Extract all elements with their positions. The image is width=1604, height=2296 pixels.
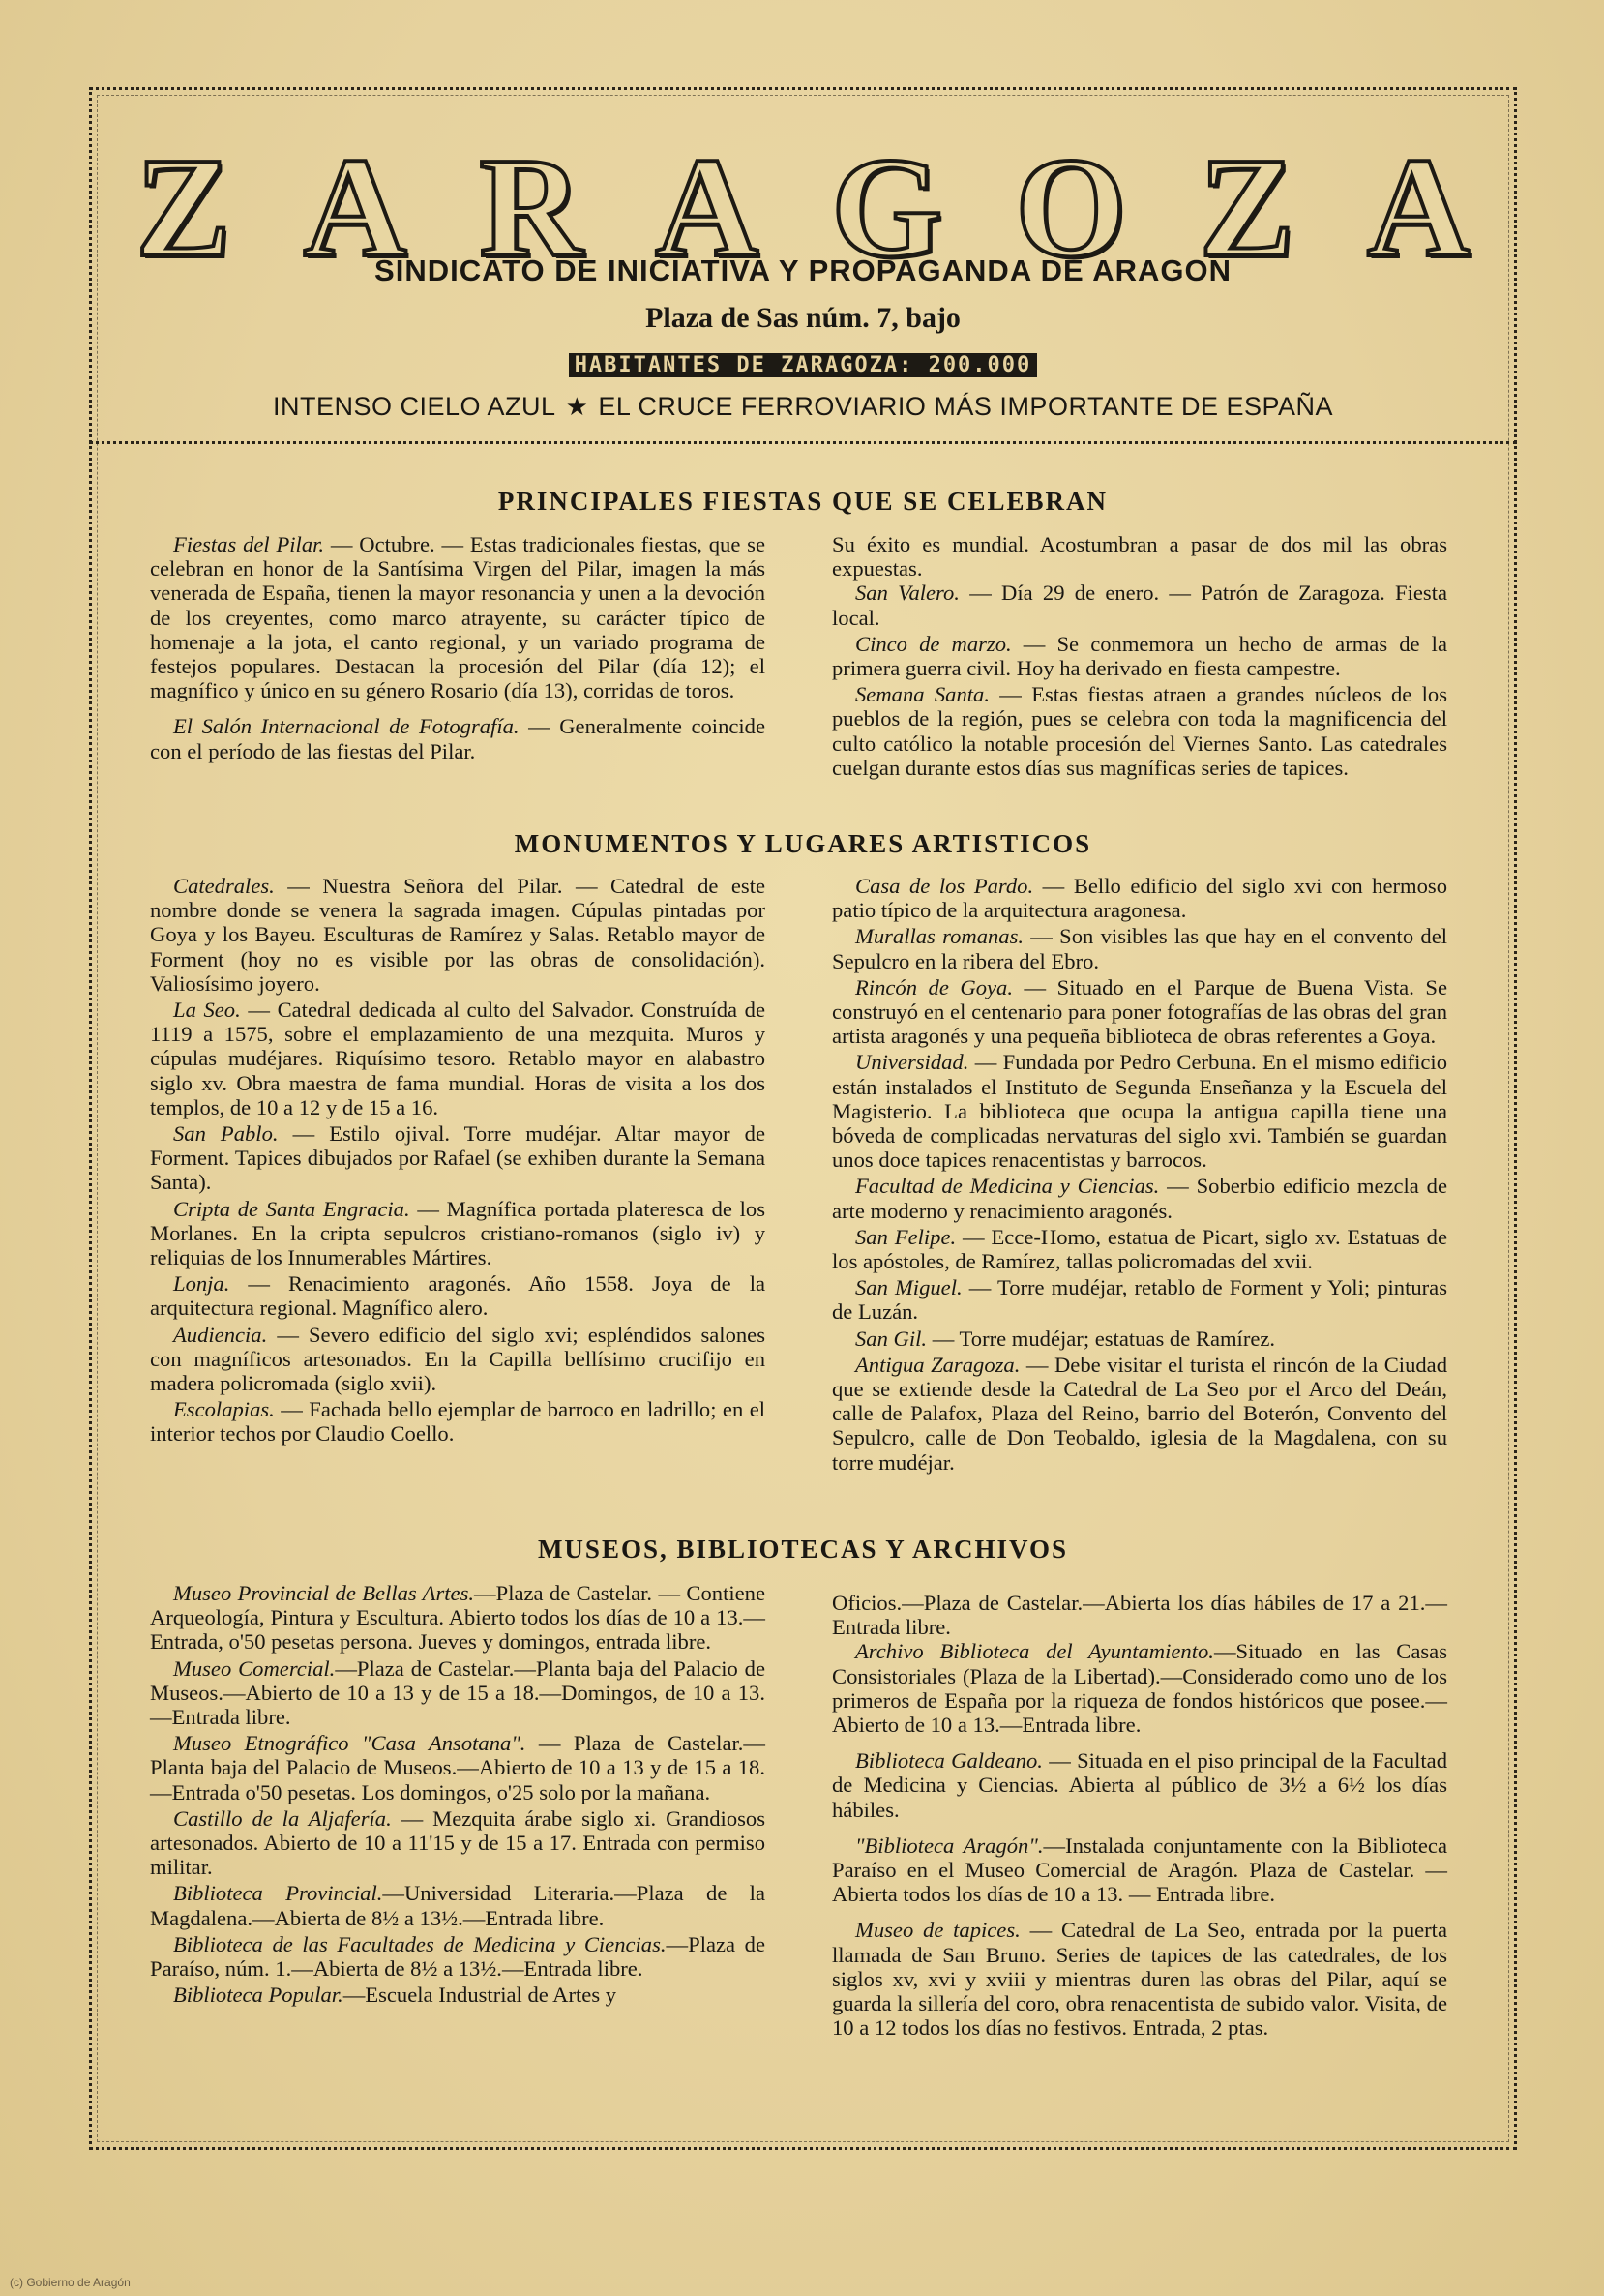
museos-right-continuation: Oficios.—Plaza de Castelar.—Abierta los días hábiles de 17 a 21.—Entrada libre.: [832, 1591, 1447, 1640]
fiestas-right-column: [832, 532, 1447, 780]
population-banner: [97, 353, 1509, 377]
entry-text: —Universidad Literaria.—Plaza de la Magdalena.—Abierta de 8½ a 13½.—Entrada libre.: [150, 1881, 765, 1930]
entry-text: — Debe visitar el turista el rincón de la Ciudad que se extiende desde la Catedral de La Seo por el Arco del Deán, calle de Palafox, Plaza del Reino, barrio del Boterón, Convento del Sepulcro, calle de Don Teobaldo, iglesia de la Magdalena, con su torre mudéjar.: [832, 1352, 1448, 1475]
entry: [150, 1323, 765, 1396]
entry-text: — Nuestra Señora del Pilar. — Catedral de este nombre donde se venera la sagrada imagen. Cúpulas pintadas por Goya y los Bayeu. Esculturas de Ramírez y Salas. Retablo mayor de Forment (hoy no es visible por las obras de consolidación). Valiosísimo joyero.: [150, 874, 765, 996]
entry-name: Catedrales.: [173, 874, 275, 898]
entry: [150, 1121, 765, 1195]
entry-text: — Soberbio edificio mezcla de arte moderno y renacimiento aragonés.: [832, 1174, 1447, 1223]
entry: [832, 1834, 1447, 1907]
entry-name: Cripta de Santa Engracia.: [173, 1196, 410, 1221]
entry: [832, 581, 1447, 629]
entry-name: La Seo.: [173, 998, 241, 1023]
entry-name: San Miguel.: [855, 1275, 963, 1300]
fiestas-right-entries: [832, 581, 1447, 780]
entry-name: Facultad de Medicina y Ciencias.: [855, 1174, 1160, 1199]
entry: [832, 874, 1447, 922]
entry: [832, 1639, 1447, 1737]
entry-text: —Escuela Industrial de Artes y: [342, 1983, 617, 2008]
entry: [832, 1353, 1447, 1475]
entry: [150, 1806, 765, 1880]
entry-text: — Se conmemora un hecho de armas de la primera guerra civil. Hoy ha derivado en fiesta campestre.: [832, 631, 1447, 681]
entry: [832, 1327, 1447, 1351]
entry-name: San Valero.: [855, 581, 960, 606]
entry: [832, 975, 1447, 1049]
entry-name: Casa de los Pardo.: [855, 874, 1034, 898]
entry: [150, 1881, 765, 1929]
museos-left-column: [150, 1581, 765, 2007]
entry-name: Fiestas del Pilar.: [173, 532, 325, 556]
entry: [832, 1918, 1447, 2040]
entry-text: — Octubre. — Estas tradicionales fiestas, que se celebran en honor de la Santísima Virgen del Pilar, imagen la más venerada de España, tienen la mayor resonancia y unen a la devoción de los creyentes, como marco atrayente, su carácter típico de homenaje a la jota, el canto regional, y un variado programa de festejos populares. Destacan la procesión del Pilar (día 12); el magnífico y único en su género Rosario (día 13), corridas de toros.: [150, 532, 765, 703]
museos-right-entries: [832, 1639, 1447, 2040]
entry-name: Biblioteca Provincial.: [173, 1881, 383, 1906]
entry: [150, 1581, 765, 1655]
entry-text: — Magnífica portada plateresca de los Morlanes. En la cripta sepulcros cristiano-romanos (siglo iv) y reliquias de los Innumerables Mártires.: [150, 1196, 765, 1270]
entry-text: — Mezquita árabe siglo xi. Grandiosos artesonados. Abierto de 10 a 11'15 y de 15 a 17. Entrada con permiso militar.: [150, 1805, 765, 1880]
entry-text: — Estilo ojival. Torre mudéjar. Altar mayor de Forment. Tapices dibujados por Rafael (se exhiben durante la Semana Santa).: [150, 1121, 765, 1195]
entry-text: —Plaza de Castelar. — Contiene Arqueología, Pintura y Escultura. Abierto todos los días de 10 a 13.—Entrada, o'50 pesetas persona. Jueves y domingos, entrada libre.: [150, 1581, 765, 1655]
entry-text: — Ecce-Homo, estatua de Picart, siglo xv. Estatuas de los apóstoles, de Ramírez, tallas policromadas del xvii.: [832, 1224, 1447, 1274]
entry: [150, 874, 765, 996]
entry: [150, 1983, 765, 2007]
entry-name: El Salón Internacional de Fotografía.: [173, 714, 520, 739]
header-divider: [89, 441, 1517, 444]
slogan-right: EL CRUCE FERROVIARIO MÁS IMPORTANTE DE ESPAÑA: [598, 392, 1333, 421]
entry-name: Rincón de Goya.: [855, 974, 1013, 999]
entry-name: Audiencia.: [173, 1322, 268, 1347]
entry-name: Museo Provincial de Bellas Artes.: [173, 1581, 475, 1605]
entry-text: — Son visibles las que hay en el convento del Sepulcro en la ribera del Ebro.: [832, 924, 1447, 973]
entry: [150, 532, 765, 702]
entry: [150, 714, 765, 762]
entry-name: Archivo Biblioteca del Ayuntamiento.: [855, 1639, 1214, 1664]
title-letter: G: [831, 129, 943, 287]
entry-name: Biblioteca Galdeano.: [855, 1748, 1043, 1774]
entry-text: —Situado en las Casas Consistoriales (Plaza de la Libertad).—Considerado como uno de los primeros de España por la riqueza de fondos históricos que posee.—Abierto de 10 a 13.—Entrada libre.: [832, 1639, 1448, 1738]
fiestas-right-continuation: Su éxito es mundial. Acostumbran a pasar de dos mil las obras expuestas.: [832, 532, 1447, 581]
entry-name: "Biblioteca Aragón".: [855, 1833, 1044, 1858]
monumentos-left-column: [150, 874, 765, 1446]
title-letter: R: [479, 129, 583, 287]
population-text: HABITANTES DE ZARAGOZA: 200.000: [569, 353, 1038, 377]
entry-name: Lonja.: [173, 1271, 230, 1297]
entry-text: — Plaza de Castelar.—Planta baja del Palacio de Museos.—Abierto de 10 a 13 y de 15 a 18.—Entrada o'50 pesetas. Los domingos, o'25 solo por la mañana.: [150, 1731, 765, 1804]
entry: [150, 1932, 765, 1981]
title-letter: A: [655, 129, 759, 287]
entry-name: Castillo de la Aljafería.: [173, 1805, 392, 1831]
entry-name: San Pablo.: [173, 1121, 279, 1147]
subtitle: SINDICATO DE INICIATIVA Y PROPAGANDA DE ARAGON: [374, 253, 1232, 287]
section-title-monumentos: MONUMENTOS Y LUGARES ARTISTICOS: [514, 829, 1092, 858]
slogan-left: INTENSO CIELO AZUL: [272, 392, 556, 421]
section-title-museos: MUSEOS, BIBLIOTECAS Y ARCHIVOS: [537, 1535, 1069, 1564]
entry-name: Museo de tapices.: [855, 1918, 1021, 1943]
entry-name: Biblioteca de las Facultades de Medicina y Ciencias.: [173, 1931, 667, 1956]
entry: [832, 1225, 1447, 1273]
entry-text: — Catedral de La Seo, entrada por la puerta llamada de San Bruno. Series de tapices de las catedrales, de los siglos xv, xvi y xviii y mientras duren las obras del Pilar, aquí se guarda la sillería del coro, obra renacentista de subido valor. Visita, de 10 a 12 todos los días no festivos. Entrada, 2 ptas.: [832, 1918, 1447, 2041]
entry-name: Museo Comercial.: [173, 1655, 336, 1681]
entry-name: San Felipe.: [855, 1224, 957, 1249]
title-letter: O: [1015, 129, 1127, 287]
star-icon: ★: [565, 392, 589, 421]
fiestas-left-column: [150, 532, 765, 763]
entry-text: — Estas fiestas atraen a grandes núcleos de los pueblos de la región, pues se celebra con toda la magnificencia del culto católico la notable procesión del Viernes Santo. Las catedrales cuelgan durante estos días sus magníficas series de tapices.: [832, 682, 1447, 780]
entry-text: — Catedral dedicada al culto del Salvador. Construída de 1119 a 1575, sobre el emplazamiento de una mezquita. Muros y cúpulas mudéjares. Riquísimo tesoro. Retablo mayor en alabastro siglo xv. Obra maestra de fama mundial. Horas de visita a los dos templos, de 10 a 12 y de 15 a 16.: [150, 998, 765, 1119]
entry: [150, 1656, 765, 1730]
slogan: [97, 392, 1509, 422]
entry-text: — Renacimiento aragonés. Año 1558. Joya de la arquitectura regional. Magnífico alero.: [150, 1271, 765, 1321]
entry-text: — Torre mudéjar, retablo de Forment y Yoli; pinturas de Luzán.: [832, 1275, 1447, 1325]
entry-text: — Fundada por Pedro Cerbuna. En el mismo edificio están instalados el Instituto de Segunda Enseñanza y la Escuela del Magisterio. La biblioteca que ocupa la antigua capilla tiene una bóveda de complicadas nervaturas del siglo xvi. También se guardan unos doce tapices renacentistas y barrocos.: [832, 1050, 1447, 1173]
entry-text: — Situada en el piso principal de la Facultad de Medicina y Ciencias. Abierta al público de 3½ a 6½ los días hábiles.: [832, 1748, 1447, 1822]
museos-right-column: [832, 1591, 1447, 2040]
copyright-notice: (c) Gobierno de Aragón: [10, 2276, 131, 2289]
section-title-fiestas: PRINCIPALES FIESTAS QUE SE CELEBRAN: [497, 487, 1109, 516]
entry-text: — Fachada bello ejemplar de barroco en ladrillo; en el interior techos por Claudio Coello.: [150, 1397, 765, 1446]
entry: [150, 1731, 765, 1804]
entry-name: Biblioteca Popular.: [173, 1983, 343, 2008]
entry-text: —Plaza de Paraíso, núm. 1.—Abierta de 8½ a 13½.—Entrada libre.: [150, 1931, 765, 1982]
title-letter: A: [1367, 129, 1470, 287]
entry: [832, 632, 1447, 680]
entry-text: — Torre mudéjar; estatuas de Ramírez.: [927, 1326, 1276, 1351]
monumentos-right-column: [832, 874, 1447, 1475]
title-letter: Z: [135, 129, 231, 287]
entry-name: Antigua Zaragoza.: [855, 1352, 1021, 1377]
entry-text: — Día 29 de enero. — Patrón de Zaragoza. Fiesta local.: [832, 581, 1448, 630]
entry-name: Murallas romanas.: [855, 924, 1025, 949]
entry: [832, 1748, 1447, 1822]
entry-name: Cinco de marzo.: [855, 631, 1012, 656]
entry-name: Universidad.: [855, 1050, 969, 1075]
entry: [832, 1275, 1447, 1324]
entry: [832, 1050, 1447, 1172]
entry: [150, 1397, 765, 1446]
entry-text: —Instalada conjuntamente con la Biblioteca Paraíso en el Museo Comercial de Aragón. Plaza de Castelar. — Abierta todos los días de 10 a 13. — Entrada libre.: [832, 1833, 1447, 1907]
entry-text: — Severo edificio del siglo xvi; espléndidos salones con magníficos artesonados. En la Capilla bellísimo crucifijo en madera policromada (siglo xvii).: [150, 1322, 765, 1396]
entry-text: — Generalmente coincide con el período de las fiestas del Pilar.: [150, 714, 765, 763]
entry: [832, 1174, 1447, 1222]
entry: [150, 998, 765, 1119]
entry: [150, 1197, 765, 1270]
entry-name: Semana Santa.: [855, 682, 990, 707]
entry-name: Museo Etnográfico "Casa Ansotana".: [173, 1731, 526, 1756]
entry: [832, 682, 1447, 780]
entry: [832, 924, 1447, 972]
entry-text: — Situado en el Parque de Buena Vista. Se construyó en el centenario para poner fotografías de las obras del gran artista aragonés y una pequeña biblioteca de obras referentes a Goya.: [832, 974, 1447, 1049]
entry-text: —Plaza de Castelar.—Planta baja del Palacio de Museos.—Abierto de 10 a 13 y de 15 a 18.—Domingos, de 10 a 13.—Entrada libre.: [150, 1655, 765, 1730]
entry-name: San Gil.: [855, 1326, 928, 1351]
entry-name: Escolapias.: [173, 1397, 275, 1422]
entry-text: — Bello edificio del siglo xvi con hermoso patio típico de la arquitectura aragonesa.: [832, 874, 1447, 923]
title-letter: Z: [1199, 129, 1295, 287]
title-letter: A: [303, 129, 407, 287]
entry: [150, 1271, 765, 1320]
address: Plaza de Sas núm. 7, bajo: [645, 302, 961, 334]
